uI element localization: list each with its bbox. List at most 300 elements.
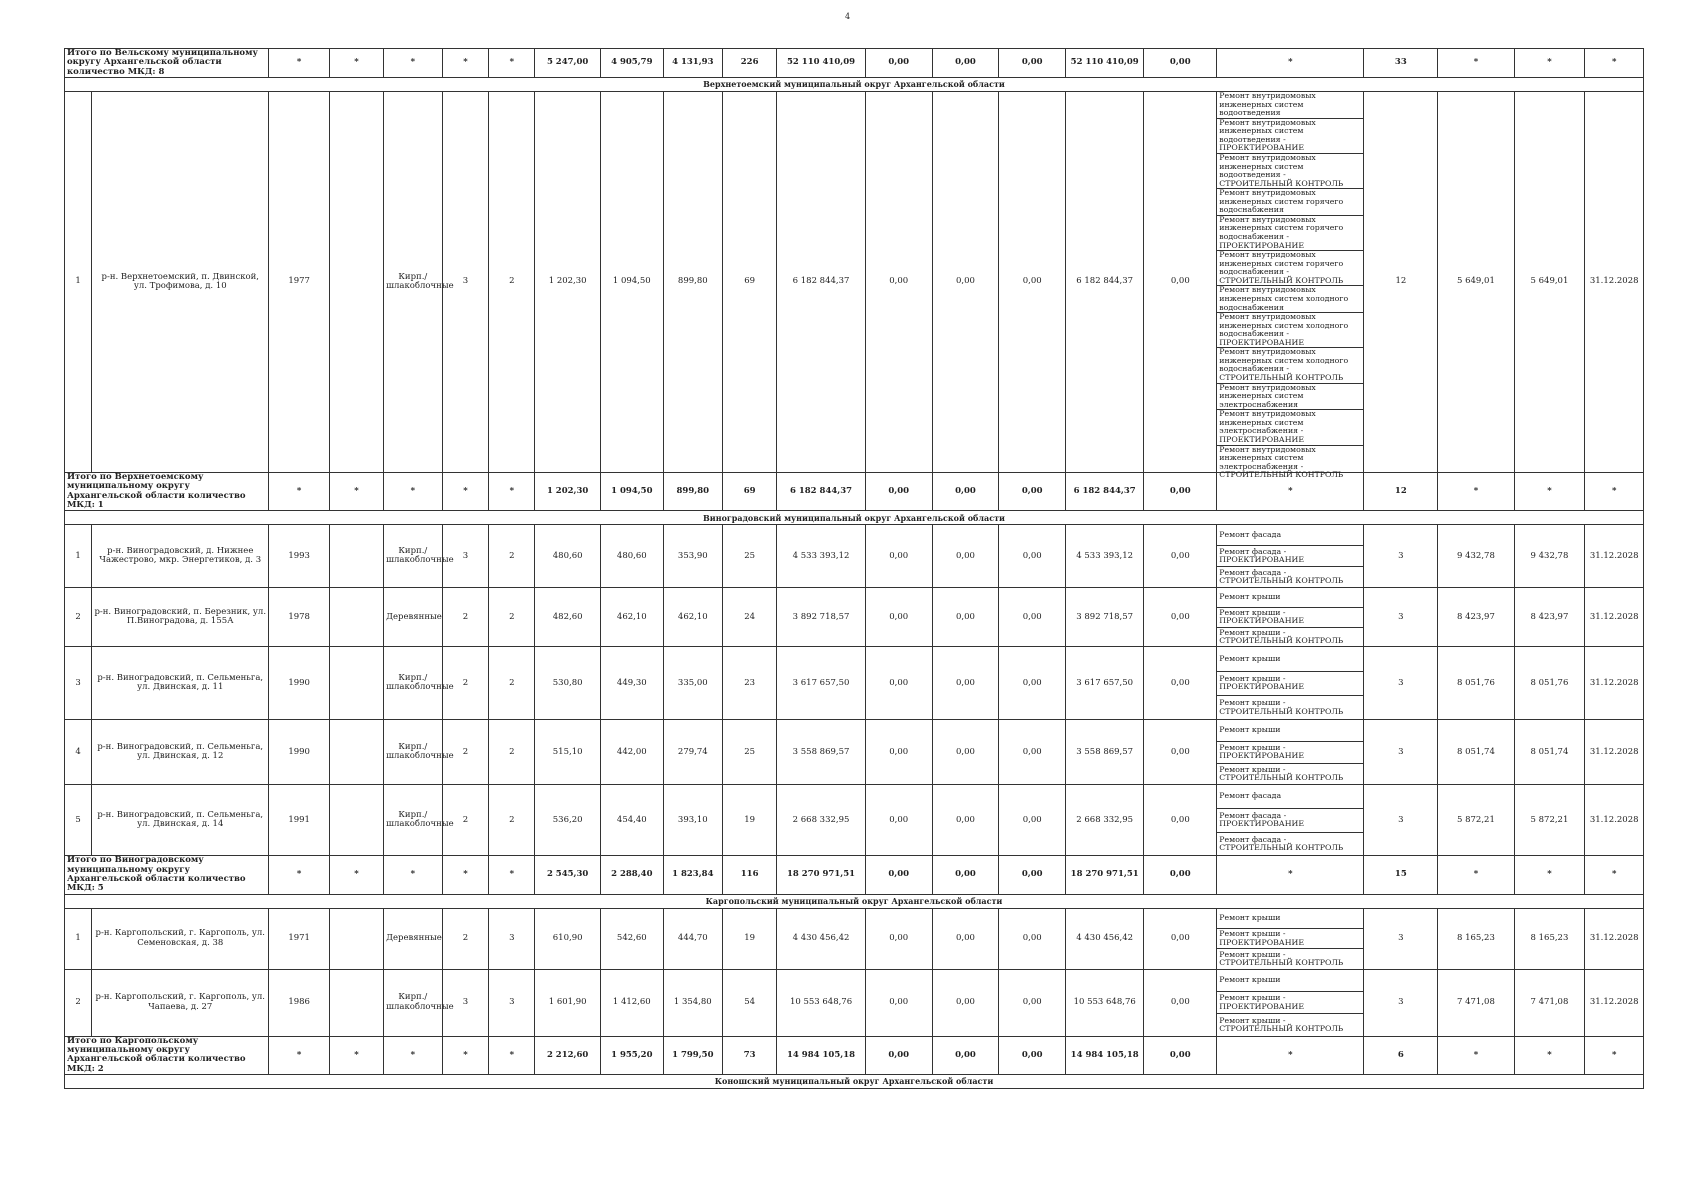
- total-value: 2 212,60: [535, 1036, 601, 1074]
- work-item: Ремонт крыши - ПРОЕКТИРОВАНИЕ: [1217, 742, 1363, 764]
- total-value: 0,00: [865, 856, 932, 894]
- total-value: 69: [723, 473, 777, 511]
- total-value: 0,00: [1144, 49, 1217, 78]
- total-area: 536,20: [535, 785, 601, 856]
- work-item: Ремонт внутридомовых инженерных систем электроснабжения - СТРОИТЕЛЬНЫЙ КОНТРОЛЬ: [1219, 444, 1344, 480]
- fund-local: 0,00: [999, 908, 1066, 969]
- wall-material: Деревянные: [384, 588, 442, 647]
- fund-local: 0,00: [999, 92, 1066, 473]
- repair-cost: 3 892 718,57: [777, 588, 866, 647]
- reconstruction-year: [329, 647, 383, 720]
- repair-cost: 2 668 332,95: [777, 785, 866, 856]
- total-row: [65, 49, 1644, 78]
- total-value: *: [329, 473, 383, 511]
- section-header-row: [65, 78, 1644, 92]
- work-item: Ремонт фасада - СТРОИТЕЛЬНЫЙ КОНТРОЛЬ: [1219, 567, 1344, 586]
- total-value: 6 182 844,37: [1066, 473, 1144, 511]
- fund-local: 0,00: [999, 525, 1066, 588]
- house-row: [65, 647, 1644, 720]
- works-list: [1217, 969, 1364, 1036]
- reconstruction-year: [329, 785, 383, 856]
- total-value: 226: [723, 49, 777, 78]
- build-year: 1990: [269, 720, 329, 785]
- work-item: Ремонт внутридомовых инженерных систем горячего водоснабжения - СТРОИТЕЛЬНЫЙ КОНТРОЛЬ: [1217, 251, 1363, 286]
- house-row: [65, 785, 1644, 856]
- floors: 2: [442, 720, 489, 785]
- fund-federal: 0,00: [865, 647, 932, 720]
- deadline: 31.12.2028: [1585, 525, 1644, 588]
- works-list: [1217, 785, 1364, 856]
- wall-material: Кирп./ шлакоблочные: [384, 969, 442, 1036]
- total-value: *: [1217, 49, 1364, 78]
- work-item: Ремонт крыши - ПРОЕКТИРОВАНИЕ: [1217, 608, 1363, 628]
- repair-cost: 10 553 648,76: [777, 969, 866, 1036]
- unit-cost: 8 423,97: [1438, 588, 1514, 647]
- work-item: Ремонт внутридомовых инженерных систем горячего водоснабжения: [1217, 189, 1363, 216]
- fund-federal: 0,00: [865, 525, 932, 588]
- total-value: *: [1217, 856, 1364, 894]
- fund-local: 0,00: [999, 647, 1066, 720]
- floors: 3: [442, 969, 489, 1036]
- residential-area: 279,74: [663, 720, 722, 785]
- fund-federal: 0,00: [865, 588, 932, 647]
- floors: 3: [442, 92, 489, 473]
- total-value: *: [329, 856, 383, 894]
- total-value: 1 955,20: [601, 1036, 664, 1074]
- fund-regional: 0,00: [932, 525, 999, 588]
- house-row: [65, 720, 1644, 785]
- residents: 19: [723, 785, 777, 856]
- total-value: *: [1514, 1036, 1585, 1074]
- deadline: 31.12.2028: [1585, 92, 1644, 473]
- fund-local: 0,00: [999, 969, 1066, 1036]
- residential-area: 353,90: [663, 525, 722, 588]
- total-value: 52 110 410,09: [1066, 49, 1144, 78]
- max-unit-cost: 7 471,08: [1514, 969, 1585, 1036]
- entrances: 2: [489, 525, 535, 588]
- fund-federal: 0,00: [865, 908, 932, 969]
- max-unit-cost: 9 432,78: [1514, 525, 1585, 588]
- entrances: 2: [489, 647, 535, 720]
- total-label: Итого по Виноградовскому муниципальному округу Архангельской области количество МКД: 5: [65, 856, 269, 894]
- unit-cost: 5 649,01: [1438, 92, 1514, 473]
- fund-owners: 6 182 844,37: [1066, 92, 1144, 473]
- total-value: 899,80: [663, 473, 722, 511]
- deadline: 31.12.2028: [1585, 588, 1644, 647]
- unit-cost: 5 872,21: [1438, 785, 1514, 856]
- total-value: *: [269, 1036, 329, 1074]
- total-value: 0,00: [1144, 473, 1217, 511]
- unit-cost: 8 051,76: [1438, 647, 1514, 720]
- work-item: Ремонт крыши - СТРОИТЕЛЬНЫЙ КОНТРОЛЬ: [1219, 949, 1344, 968]
- total-value: *: [1438, 49, 1514, 78]
- build-year: 1991: [269, 785, 329, 856]
- entrances: 2: [489, 588, 535, 647]
- total-area: 1 601,90: [535, 969, 601, 1036]
- entrances: 2: [489, 92, 535, 473]
- fund-owners: 3 892 718,57: [1066, 588, 1144, 647]
- max-unit-cost: 5 872,21: [1514, 785, 1585, 856]
- build-year: 1993: [269, 525, 329, 588]
- fund-regional: 0,00: [932, 647, 999, 720]
- works-stack: [1217, 909, 1363, 969]
- repair-cost: 3 617 657,50: [777, 647, 866, 720]
- total-value: 14 984 105,18: [1066, 1036, 1144, 1074]
- max-unit-cost: 8 051,74: [1514, 720, 1585, 785]
- fund-owners: 10 553 648,76: [1066, 969, 1144, 1036]
- row-number: 1: [65, 525, 92, 588]
- total-value: *: [269, 49, 329, 78]
- max-unit-cost: 8 051,76: [1514, 647, 1585, 720]
- total-value: 0,00: [932, 1036, 999, 1074]
- total-value: 4 905,79: [601, 49, 664, 78]
- fund-regional: 0,00: [932, 92, 999, 473]
- fund-owners: 4 533 393,12: [1066, 525, 1144, 588]
- living-area: 1 412,60: [601, 969, 664, 1036]
- total-value: 18 270 971,51: [777, 856, 866, 894]
- total-value: *: [1438, 473, 1514, 511]
- work-item: Ремонт крыши - ПРОЕКТИРОВАНИЕ: [1217, 929, 1363, 949]
- works-stack: [1217, 588, 1363, 646]
- work-item: Ремонт крыши - СТРОИТЕЛЬНЫЙ КОНТРОЛЬ: [1219, 1015, 1344, 1034]
- works-count: 3: [1364, 525, 1438, 588]
- total-row: [65, 856, 1644, 894]
- build-year: 1977: [269, 92, 329, 473]
- house-row: [65, 588, 1644, 647]
- total-value: 12: [1364, 473, 1438, 511]
- wall-material: Кирп./ шлакоблочные: [384, 92, 442, 473]
- row-number: 1: [65, 908, 92, 969]
- total-area: 1 202,30: [535, 92, 601, 473]
- residents: 69: [723, 92, 777, 473]
- total-value: *: [269, 856, 329, 894]
- works-stack: [1217, 720, 1363, 784]
- total-value: *: [1217, 473, 1364, 511]
- total-value: *: [442, 1036, 489, 1074]
- total-value: 4 131,93: [663, 49, 722, 78]
- total-area: 610,90: [535, 908, 601, 969]
- total-value: 0,00: [932, 856, 999, 894]
- wall-material: Кирп./ шлакоблочные: [384, 720, 442, 785]
- fund-owners: 4 430 456,42: [1066, 908, 1144, 969]
- residential-area: 462,10: [663, 588, 722, 647]
- works-count: 3: [1364, 647, 1438, 720]
- total-value: 1 799,50: [663, 1036, 722, 1074]
- total-value: 15: [1364, 856, 1438, 894]
- total-value: 18 270 971,51: [1066, 856, 1144, 894]
- fund-other: 0,00: [1144, 588, 1217, 647]
- total-area: 515,10: [535, 720, 601, 785]
- work-item: Ремонт крыши: [1217, 970, 1363, 992]
- fund-federal: 0,00: [865, 720, 932, 785]
- wall-material: Деревянные: [384, 908, 442, 969]
- residents: 19: [723, 908, 777, 969]
- residents: 23: [723, 647, 777, 720]
- total-row: [65, 473, 1644, 511]
- residential-area: 393,10: [663, 785, 722, 856]
- total-value: 6: [1364, 1036, 1438, 1074]
- reconstruction-year: [329, 908, 383, 969]
- work-item: Ремонт крыши - ПРОЕКТИРОВАНИЕ: [1217, 992, 1363, 1014]
- work-item: Ремонт крыши: [1217, 588, 1363, 608]
- work-item: Ремонт фасада - ПРОЕКТИРОВАНИЕ: [1217, 546, 1363, 567]
- total-value: *: [384, 1036, 442, 1074]
- work-item: Ремонт внутридомовых инженерных систем водоотведения: [1217, 92, 1363, 119]
- work-item: Ремонт внутридомовых инженерных систем водоотведения - ПРОЕКТИРОВАНИЕ: [1217, 119, 1363, 154]
- total-value: *: [1585, 856, 1644, 894]
- total-value: *: [329, 49, 383, 78]
- row-number: 1: [65, 92, 92, 473]
- total-value: *: [1585, 49, 1644, 78]
- reconstruction-year: [329, 720, 383, 785]
- work-item: Ремонт внутридомовых инженерных систем холодного водоснабжения - СТРОИТЕЛЬНЫЙ КОНТРОЛЬ: [1217, 348, 1363, 383]
- work-item: Ремонт крыши - СТРОИТЕЛЬНЫЙ КОНТРОЛЬ: [1219, 627, 1344, 646]
- residents: 54: [723, 969, 777, 1036]
- address: р-н. Каргопольский, г. Каргополь, ул. Чапаева, д. 27: [92, 969, 269, 1036]
- fund-local: 0,00: [999, 588, 1066, 647]
- work-item: Ремонт внутридомовых инженерных систем холодного водоснабжения - ПРОЕКТИРОВАНИЕ: [1217, 313, 1363, 348]
- repair-cost: 6 182 844,37: [777, 92, 866, 473]
- address: р-н. Виноградовский, п. Сельменьга, ул. Двинская, д. 14: [92, 785, 269, 856]
- works-stack: [1217, 525, 1363, 587]
- section-title: Верхнетоемский муниципальный округ Архангельской области: [65, 78, 1644, 92]
- living-area: 462,10: [601, 588, 664, 647]
- total-area: 480,60: [535, 525, 601, 588]
- total-value: 73: [723, 1036, 777, 1074]
- work-item: Ремонт крыши: [1217, 909, 1363, 929]
- address: р-н. Виноградовский, п. Березник, ул. П.Виноградова, д. 155А: [92, 588, 269, 647]
- section-header-row: [65, 511, 1644, 525]
- floors: 3: [442, 525, 489, 588]
- floors: 2: [442, 647, 489, 720]
- total-value: *: [384, 473, 442, 511]
- total-value: 2 288,40: [601, 856, 664, 894]
- total-value: 2 545,30: [535, 856, 601, 894]
- total-label: Итого по Верхнетоемскому муниципальному округу Архангельской области количество МКД: 1: [65, 473, 269, 511]
- total-area: 530,80: [535, 647, 601, 720]
- page-number: 4: [845, 12, 851, 21]
- reconstruction-year: [329, 92, 383, 473]
- total-value: 33: [1364, 49, 1438, 78]
- total-value: *: [489, 1036, 535, 1074]
- fund-other: 0,00: [1144, 92, 1217, 473]
- total-value: *: [384, 856, 442, 894]
- total-value: 0,00: [1144, 856, 1217, 894]
- living-area: 442,00: [601, 720, 664, 785]
- total-value: *: [442, 473, 489, 511]
- unit-cost: 8 051,74: [1438, 720, 1514, 785]
- total-value: 1 094,50: [601, 473, 664, 511]
- address: р-н. Виноградовский, п. Сельменьга, ул. Двинская, д. 12: [92, 720, 269, 785]
- entrances: 3: [489, 969, 535, 1036]
- works-list: [1217, 588, 1364, 647]
- living-area: 1 094,50: [601, 92, 664, 473]
- build-year: 1986: [269, 969, 329, 1036]
- reconstruction-year: [329, 525, 383, 588]
- living-area: 542,60: [601, 908, 664, 969]
- section-title: Коношский муниципальный округ Архангельской области: [65, 1075, 1644, 1089]
- section-title: Виноградовский муниципальный округ Архангельской области: [65, 511, 1644, 525]
- address: р-н. Виноградовский, д. Нижнее Чажестрово, мкр. Энергетиков, д. 3: [92, 525, 269, 588]
- total-row: [65, 1036, 1644, 1074]
- works-list: [1217, 525, 1364, 588]
- residential-area: 444,70: [663, 908, 722, 969]
- works-stack: [1217, 91, 1363, 480]
- works-count: 3: [1364, 720, 1438, 785]
- total-value: *: [489, 856, 535, 894]
- total-value: 0,00: [865, 49, 932, 78]
- total-label: Итого по Каргопольскому муниципальному округу Архангельской области количество МКД: 2: [65, 1036, 269, 1074]
- total-value: *: [1438, 1036, 1514, 1074]
- total-value: 5 247,00: [535, 49, 601, 78]
- works-count: 3: [1364, 908, 1438, 969]
- fund-other: 0,00: [1144, 908, 1217, 969]
- fund-other: 0,00: [1144, 525, 1217, 588]
- fund-regional: 0,00: [932, 969, 999, 1036]
- total-value: 0,00: [999, 856, 1066, 894]
- deadline: 31.12.2028: [1585, 785, 1644, 856]
- total-value: *: [384, 49, 442, 78]
- total-value: *: [442, 856, 489, 894]
- total-value: 0,00: [932, 473, 999, 511]
- section-title: Каргопольский муниципальный округ Архангельской области: [65, 894, 1644, 908]
- living-area: 454,40: [601, 785, 664, 856]
- total-value: *: [442, 49, 489, 78]
- works-list: [1217, 720, 1364, 785]
- build-year: 1978: [269, 588, 329, 647]
- deadline: 31.12.2028: [1585, 720, 1644, 785]
- build-year: 1971: [269, 908, 329, 969]
- works-count: 3: [1364, 969, 1438, 1036]
- fund-regional: 0,00: [932, 785, 999, 856]
- residents: 25: [723, 720, 777, 785]
- total-label: Итого по Вельскому муниципальному округу Архангельской области количество МКД: 8: [65, 49, 269, 78]
- deadline: 31.12.2028: [1585, 969, 1644, 1036]
- fund-other: 0,00: [1144, 720, 1217, 785]
- house-row: [65, 969, 1644, 1036]
- total-value: *: [1217, 1036, 1364, 1074]
- works-stack: [1217, 970, 1363, 1036]
- entrances: 3: [489, 908, 535, 969]
- fund-federal: 0,00: [865, 92, 932, 473]
- total-value: 1 202,30: [535, 473, 601, 511]
- total-value: *: [1514, 473, 1585, 511]
- max-unit-cost: 5 649,01: [1514, 92, 1585, 473]
- residents: 25: [723, 525, 777, 588]
- work-item: Ремонт фасада - СТРОИТЕЛЬНЫЙ КОНТРОЛЬ: [1219, 834, 1344, 853]
- fund-local: 0,00: [999, 785, 1066, 856]
- wall-material: Кирп./ шлакоблочные: [384, 785, 442, 856]
- reconstruction-year: [329, 588, 383, 647]
- total-value: *: [269, 473, 329, 511]
- total-area: 482,60: [535, 588, 601, 647]
- fund-owners: 3 617 657,50: [1066, 647, 1144, 720]
- work-item: Ремонт фасада: [1217, 525, 1363, 546]
- works-list: [1217, 647, 1364, 720]
- work-item: Ремонт крыши: [1217, 647, 1363, 671]
- build-year: 1990: [269, 647, 329, 720]
- unit-cost: 9 432,78: [1438, 525, 1514, 588]
- address: р-н. Каргопольский, г. Каргополь, ул. Семеновская, д. 38: [92, 908, 269, 969]
- works-count: 3: [1364, 588, 1438, 647]
- row-number: 4: [65, 720, 92, 785]
- total-value: 0,00: [999, 473, 1066, 511]
- fund-owners: 2 668 332,95: [1066, 785, 1144, 856]
- fund-federal: 0,00: [865, 785, 932, 856]
- total-value: *: [1514, 856, 1585, 894]
- deadline: 31.12.2028: [1585, 647, 1644, 720]
- total-value: 0,00: [865, 1036, 932, 1074]
- house-row: [65, 92, 1644, 473]
- repair-cost: 4 430 456,42: [777, 908, 866, 969]
- work-item: Ремонт фасада - ПРОЕКТИРОВАНИЕ: [1217, 809, 1363, 833]
- works-stack: [1217, 785, 1363, 855]
- total-value: 1 823,84: [663, 856, 722, 894]
- works-list: [1217, 91, 1364, 480]
- works-count: 12: [1364, 92, 1438, 473]
- unit-cost: 7 471,08: [1438, 969, 1514, 1036]
- fund-regional: 0,00: [932, 588, 999, 647]
- total-value: 6 182 844,37: [777, 473, 866, 511]
- total-value: 0,00: [999, 1036, 1066, 1074]
- living-area: 449,30: [601, 647, 664, 720]
- section-header-row: [65, 1075, 1644, 1089]
- floors: 2: [442, 908, 489, 969]
- total-value: 116: [723, 856, 777, 894]
- works-count: 3: [1364, 785, 1438, 856]
- works-stack: [1217, 647, 1363, 719]
- work-item: Ремонт внутридомовых инженерных систем водоотведения - СТРОИТЕЛЬНЫЙ КОНТРОЛЬ: [1217, 154, 1363, 189]
- total-value: 0,00: [1144, 1036, 1217, 1074]
- max-unit-cost: 8 165,23: [1514, 908, 1585, 969]
- fund-federal: 0,00: [865, 969, 932, 1036]
- repair-cost: 3 558 869,57: [777, 720, 866, 785]
- unit-cost: 8 165,23: [1438, 908, 1514, 969]
- address: р-н. Виноградовский, п. Сельменьга, ул. Двинская, д. 11: [92, 647, 269, 720]
- deadline: 31.12.2028: [1585, 908, 1644, 969]
- floors: 2: [442, 588, 489, 647]
- total-value: 0,00: [932, 49, 999, 78]
- total-value: *: [1514, 49, 1585, 78]
- work-item: Ремонт внутридомовых инженерных систем горячего водоснабжения - ПРОЕКТИРОВАНИЕ: [1217, 216, 1363, 251]
- row-number: 2: [65, 588, 92, 647]
- row-number: 3: [65, 647, 92, 720]
- fund-regional: 0,00: [932, 908, 999, 969]
- work-item: Ремонт внутридомовых инженерных систем электроснабжения: [1217, 384, 1363, 411]
- work-item: Ремонт крыши: [1217, 720, 1363, 742]
- total-value: *: [1585, 1036, 1644, 1074]
- section-header-row: [65, 894, 1644, 908]
- floors: 2: [442, 785, 489, 856]
- house-row: [65, 908, 1644, 969]
- house-row: [65, 525, 1644, 588]
- total-value: *: [329, 1036, 383, 1074]
- entrances: 2: [489, 785, 535, 856]
- fund-other: 0,00: [1144, 785, 1217, 856]
- total-value: 0,00: [865, 473, 932, 511]
- work-item: Ремонт крыши - ПРОЕКТИРОВАНИЕ: [1217, 672, 1363, 696]
- total-value: 0,00: [999, 49, 1066, 78]
- residential-area: 335,00: [663, 647, 722, 720]
- row-number: 5: [65, 785, 92, 856]
- works-list: [1217, 908, 1364, 969]
- work-item: Ремонт внутридомовых инженерных систем электроснабжения - ПРОЕКТИРОВАНИЕ: [1217, 410, 1363, 445]
- total-value: *: [1585, 473, 1644, 511]
- total-value: *: [489, 473, 535, 511]
- work-item: Ремонт крыши - СТРОИТЕЛЬНЫЙ КОНТРОЛЬ: [1219, 764, 1344, 783]
- fund-other: 0,00: [1144, 969, 1217, 1036]
- total-value: 14 984 105,18: [777, 1036, 866, 1074]
